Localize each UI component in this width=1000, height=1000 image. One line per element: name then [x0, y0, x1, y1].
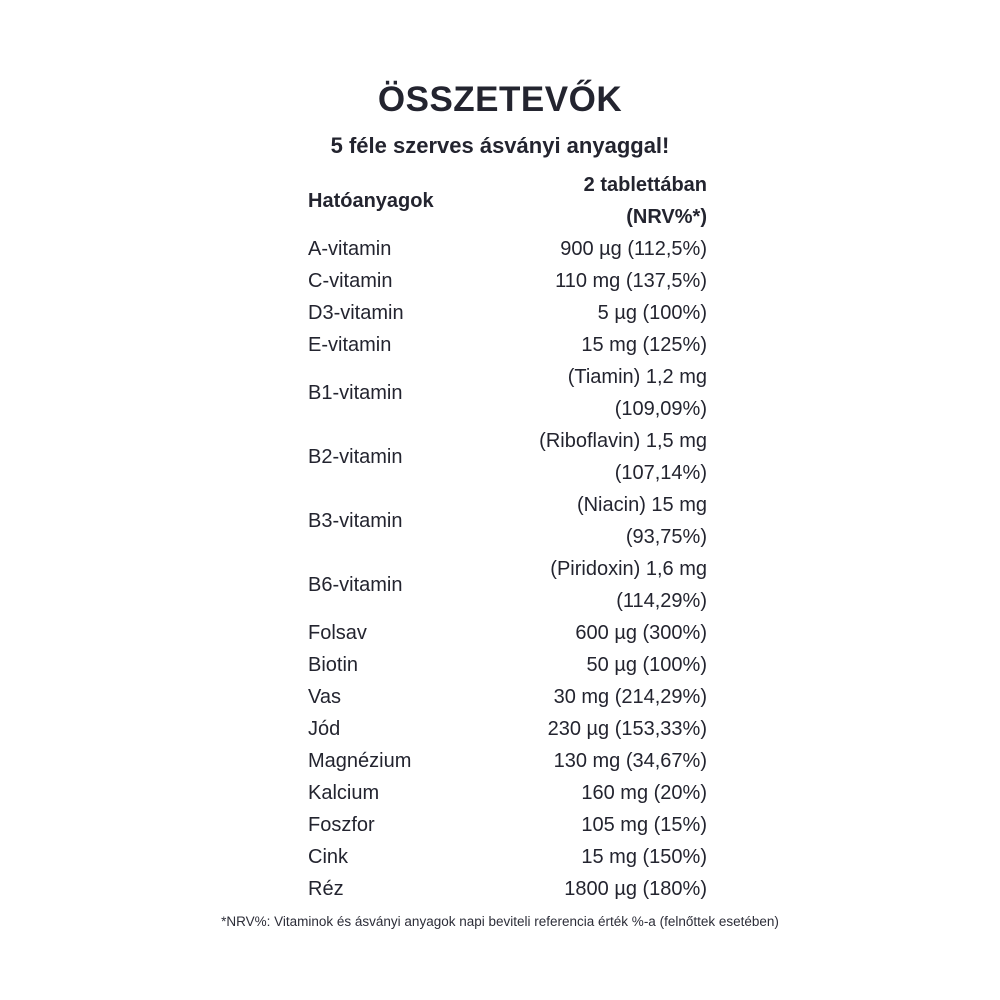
table-row	[308, 649, 707, 681]
ingredient-amount	[555, 265, 707, 297]
amount-line: 5 µg (100%)	[597, 302, 707, 324]
ingredient-amount	[587, 649, 707, 681]
amount-line: 50 µg (100%)	[586, 654, 707, 676]
ingredient-amount	[581, 841, 707, 873]
amount-line: 110 mg (137,5%)	[555, 270, 707, 292]
table-row	[308, 265, 707, 297]
amount-line: (114,29%)	[616, 590, 707, 612]
ingredient-amount	[550, 553, 707, 617]
amount-line: 15 mg (125%)	[581, 334, 707, 356]
amount-line: 900 µg (112,5%)	[560, 238, 707, 260]
ingredient-amount	[560, 233, 707, 265]
ingredient-amount	[548, 713, 707, 745]
page-subtitle: 5 féle szerves ásványi anyaggal!	[330, 133, 670, 158]
ingredient-name: Jód	[308, 718, 341, 740]
ingredient-amount	[577, 489, 707, 553]
amount-line: 1800 µg (180%)	[564, 878, 707, 900]
amount-line: 600 µg (300%)	[575, 622, 707, 644]
amount-line: 160 mg (20%)	[581, 782, 707, 804]
ingredient-amount	[554, 681, 707, 713]
table-row	[308, 841, 707, 873]
ingredient-amount	[581, 777, 707, 809]
table-row	[308, 233, 707, 265]
page-title: ÖSSZETEVŐK	[377, 80, 623, 119]
table-row	[308, 297, 707, 329]
amount-line: 230 µg (153,33%)	[547, 718, 707, 740]
ingredient-amount	[598, 297, 707, 329]
ingredient-name: C-vitamin	[308, 270, 393, 292]
ingredient-name: B2-vitamin	[308, 446, 403, 468]
header-ingredient-column: Hatóanyagok	[308, 190, 434, 212]
ingredient-name: Foszfor	[308, 814, 375, 836]
ingredient-name: A-vitamin	[308, 238, 392, 260]
table-row	[308, 361, 707, 425]
amount-line: (Piridoxin) 1,6 mg	[550, 558, 707, 580]
ingredient-amount	[581, 809, 707, 841]
ingredient-name: B1-vitamin	[308, 382, 403, 404]
header-amount-line-1: 2 tablettában	[583, 174, 707, 196]
amount-line: (Tiamin) 1,2 mg	[567, 366, 707, 388]
table-row	[308, 745, 707, 777]
ingredient-name: Réz	[308, 878, 344, 900]
table-row	[308, 489, 707, 553]
amount-line: (Riboflavin) 1,5 mg	[539, 430, 707, 452]
ingredient-name: Magnézium	[308, 750, 412, 772]
table-row	[308, 873, 707, 905]
header-amount-column	[584, 169, 707, 233]
amount-line: (107,14%)	[614, 462, 707, 484]
ingredient-amount	[581, 329, 707, 361]
ingredient-name: B3-vitamin	[308, 510, 403, 532]
ingredient-name: Biotin	[308, 654, 359, 676]
amount-line: 15 mg (150%)	[581, 846, 707, 868]
ingredient-name: Folsav	[308, 622, 367, 644]
table-row	[308, 713, 707, 745]
ingredient-amount	[554, 745, 707, 777]
ingredient-amount	[568, 361, 707, 425]
ingredient-name: E-vitamin	[308, 334, 392, 356]
table-row	[308, 777, 707, 809]
ingredient-name: Vas	[308, 686, 341, 708]
table-row	[308, 329, 707, 361]
header-amount-line-2: (NRV%*)	[626, 206, 707, 228]
table-row	[308, 809, 707, 841]
amount-line: (93,75%)	[625, 526, 707, 548]
table-header-row	[308, 169, 707, 233]
ingredient-name: Kalcium	[308, 782, 380, 804]
ingredient-amount	[575, 617, 707, 649]
ingredient-amount	[564, 873, 707, 905]
ingredient-name: Cink	[308, 846, 349, 868]
amount-line: (109,09%)	[614, 398, 707, 420]
nrv-footnote: *NRV%: Vitaminok és ásványi anyagok napi beviteli referencia érték %-a (felnőttek esetében)	[221, 914, 779, 929]
amount-line: 105 mg (15%)	[581, 814, 707, 836]
amount-line: (Niacin) 15 mg	[576, 494, 707, 516]
amount-line: 130 mg (34,67%)	[553, 750, 707, 772]
ingredient-amount	[539, 425, 707, 489]
amount-line: 30 mg (214,29%)	[553, 686, 707, 708]
table-row	[308, 425, 707, 489]
ingredients-table	[308, 169, 707, 905]
ingredient-name: D3-vitamin	[308, 302, 404, 324]
table-row	[308, 553, 707, 617]
ingredient-name: B6-vitamin	[308, 574, 403, 596]
table-row	[308, 681, 707, 713]
table-row	[308, 617, 707, 649]
